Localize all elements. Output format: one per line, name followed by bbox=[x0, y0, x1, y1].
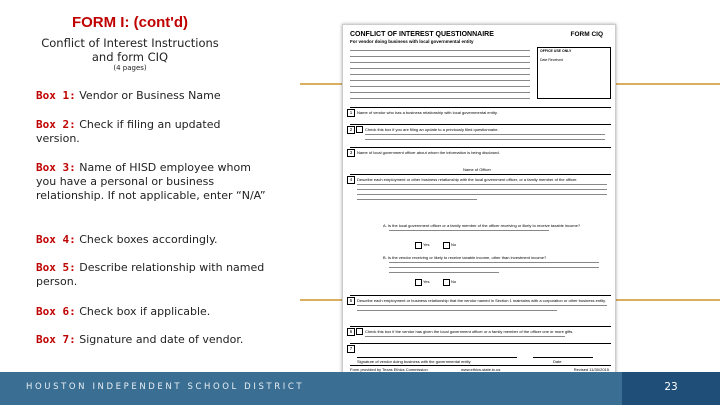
form-rule bbox=[350, 343, 611, 344]
box-text: Check if filing an updated version. bbox=[36, 118, 221, 145]
box-5-instruction bbox=[36, 261, 266, 289]
box-text: Name of HISD employee whom you have a personal or business relationship. If not applicable, enter “N/A” bbox=[36, 161, 266, 202]
date-line bbox=[533, 357, 593, 358]
office-use-box bbox=[537, 47, 611, 99]
question-a: A. Is the local government officer or a family member of the officer receiving or likely to receive taxable income? bbox=[383, 223, 581, 228]
footer-text: HOUSTON INDEPENDENT SCHOOL DISTRICT bbox=[26, 382, 305, 392]
date-label: Date bbox=[553, 359, 562, 364]
section-3-text: Name of local government officer about whom the information is being disclosed. bbox=[357, 150, 500, 155]
form-text-line bbox=[350, 92, 530, 93]
box-label: Box 2: bbox=[36, 118, 76, 131]
section-4-number: 4 bbox=[347, 176, 355, 184]
section-1-number: 1 bbox=[347, 109, 355, 117]
box-1-instruction bbox=[36, 89, 266, 103]
box-2-instruction bbox=[36, 118, 266, 146]
form-footer-left: Form provided by Texas Ethics Commission bbox=[350, 367, 428, 372]
section-1-text: Name of vendor who has a business relationship with local governmental entity. bbox=[357, 110, 498, 115]
q-b-yes-checkbox bbox=[415, 279, 422, 286]
form-rule bbox=[350, 147, 611, 148]
office-use-label: OFFICE USE ONLY bbox=[540, 49, 572, 53]
form-text-line bbox=[365, 336, 565, 337]
question-b: B. Is the vendor receiving or likely to receive taxable income, other than investment income? bbox=[383, 255, 547, 260]
section-5-number: 5 bbox=[347, 297, 355, 305]
form-text-line bbox=[350, 98, 530, 99]
page-number: 23 bbox=[664, 381, 678, 393]
pages-note: (4 pages) bbox=[113, 64, 147, 72]
section-2-number: 2 bbox=[347, 126, 355, 134]
form-text-line bbox=[350, 56, 530, 57]
slide-title: FORM I: (cont'd) bbox=[71, 14, 189, 31]
box-text: Check boxes accordingly. bbox=[79, 233, 218, 246]
box-6-instruction bbox=[36, 305, 266, 319]
box-3-instruction bbox=[36, 161, 266, 203]
form-footer-right: Revised 11/30/2015 bbox=[573, 367, 609, 372]
box-label: Box 4: bbox=[36, 233, 76, 246]
q-a-no-label: No bbox=[451, 242, 457, 247]
box-label: Box 7: bbox=[36, 333, 76, 346]
form-rule bbox=[350, 326, 611, 327]
q-a-yes-label: Yes bbox=[423, 242, 430, 247]
form-rule bbox=[350, 174, 611, 175]
q-b-no-label: No bbox=[451, 279, 457, 284]
signature-line bbox=[357, 357, 517, 358]
gift-checkbox bbox=[356, 328, 363, 335]
q-b-no-checkbox bbox=[443, 279, 450, 286]
form-text-line bbox=[389, 262, 599, 263]
box-text: Describe relationship with named person. bbox=[36, 261, 265, 288]
form-text-line bbox=[350, 62, 530, 63]
form-text-line bbox=[350, 80, 530, 81]
date-received-label: Date Received bbox=[540, 58, 563, 62]
form-text-line bbox=[350, 74, 530, 75]
q-b-yes-label: Yes bbox=[423, 279, 430, 284]
box-label: Box 1: bbox=[36, 89, 76, 102]
form-rule bbox=[350, 124, 611, 125]
form-text-line bbox=[350, 86, 530, 87]
form-text-line bbox=[357, 184, 607, 185]
box-text: Vendor or Business Name bbox=[79, 89, 221, 102]
form-rule bbox=[350, 107, 611, 108]
box-text: Check box if applicable. bbox=[79, 305, 211, 318]
section-5-text: Describe each employment or business relationship that the vendor named in Section 1 maintains with a corporation or other business entity. bbox=[357, 298, 606, 303]
ciq-form-image bbox=[342, 24, 616, 378]
section-6-text: Check this box if the vendor has given the local government officer or a family member of the officer one or more gifts. bbox=[365, 329, 574, 334]
box-label: Box 6: bbox=[36, 305, 76, 318]
section-6-number: 6 bbox=[347, 328, 355, 336]
form-text-line bbox=[365, 139, 605, 140]
form-text-line bbox=[357, 189, 607, 190]
form-number: FORM CIQ bbox=[570, 31, 603, 38]
form-footer-mid: www.ethics.state.tx.us bbox=[461, 367, 501, 372]
box-text: Signature and date of vendor. bbox=[79, 333, 244, 346]
form-title: CONFLICT OF INTEREST QUESTIONNAIRE bbox=[350, 31, 494, 38]
form-text-line bbox=[365, 134, 605, 135]
q-a-no-checkbox bbox=[443, 242, 450, 249]
form-rule bbox=[350, 365, 611, 366]
box-7-instruction bbox=[36, 333, 266, 347]
form-rule bbox=[350, 295, 611, 296]
section-2-text: Check this box if you are filing an update to a previously filed questionnaire. bbox=[365, 127, 499, 132]
form-text-line bbox=[357, 199, 477, 200]
form-text-line bbox=[350, 50, 530, 51]
footer-bar bbox=[0, 372, 720, 405]
page-number-box bbox=[622, 372, 720, 405]
form-text-line bbox=[389, 267, 599, 268]
name-of-officer-label: Name of Officer bbox=[463, 167, 491, 172]
form-text-line bbox=[389, 230, 549, 231]
q-a-yes-checkbox bbox=[415, 242, 422, 249]
form-subtitle: For vendor doing business with local governmental entity bbox=[350, 39, 474, 44]
form-text-line bbox=[357, 194, 607, 195]
form-text-line bbox=[389, 272, 499, 273]
box-label: Box 5: bbox=[36, 261, 76, 274]
section-3-number: 3 bbox=[347, 149, 355, 157]
signature-label: Signature of vendor doing business with the governmental entity bbox=[357, 359, 471, 364]
section-4-text: Describe each employment or other business relationship with the local government officer, or a family member of the officer. bbox=[357, 177, 578, 182]
box-4-instruction bbox=[36, 233, 266, 247]
form-text-line bbox=[357, 305, 607, 306]
box-label: Box 3: bbox=[36, 161, 76, 174]
slide-subtitle: Conflict of Interest Instructions and form CIQ bbox=[41, 36, 219, 64]
form-text-line bbox=[357, 310, 557, 311]
update-checkbox bbox=[356, 126, 363, 133]
section-7-number: 7 bbox=[347, 345, 355, 353]
form-text-line bbox=[350, 68, 530, 69]
